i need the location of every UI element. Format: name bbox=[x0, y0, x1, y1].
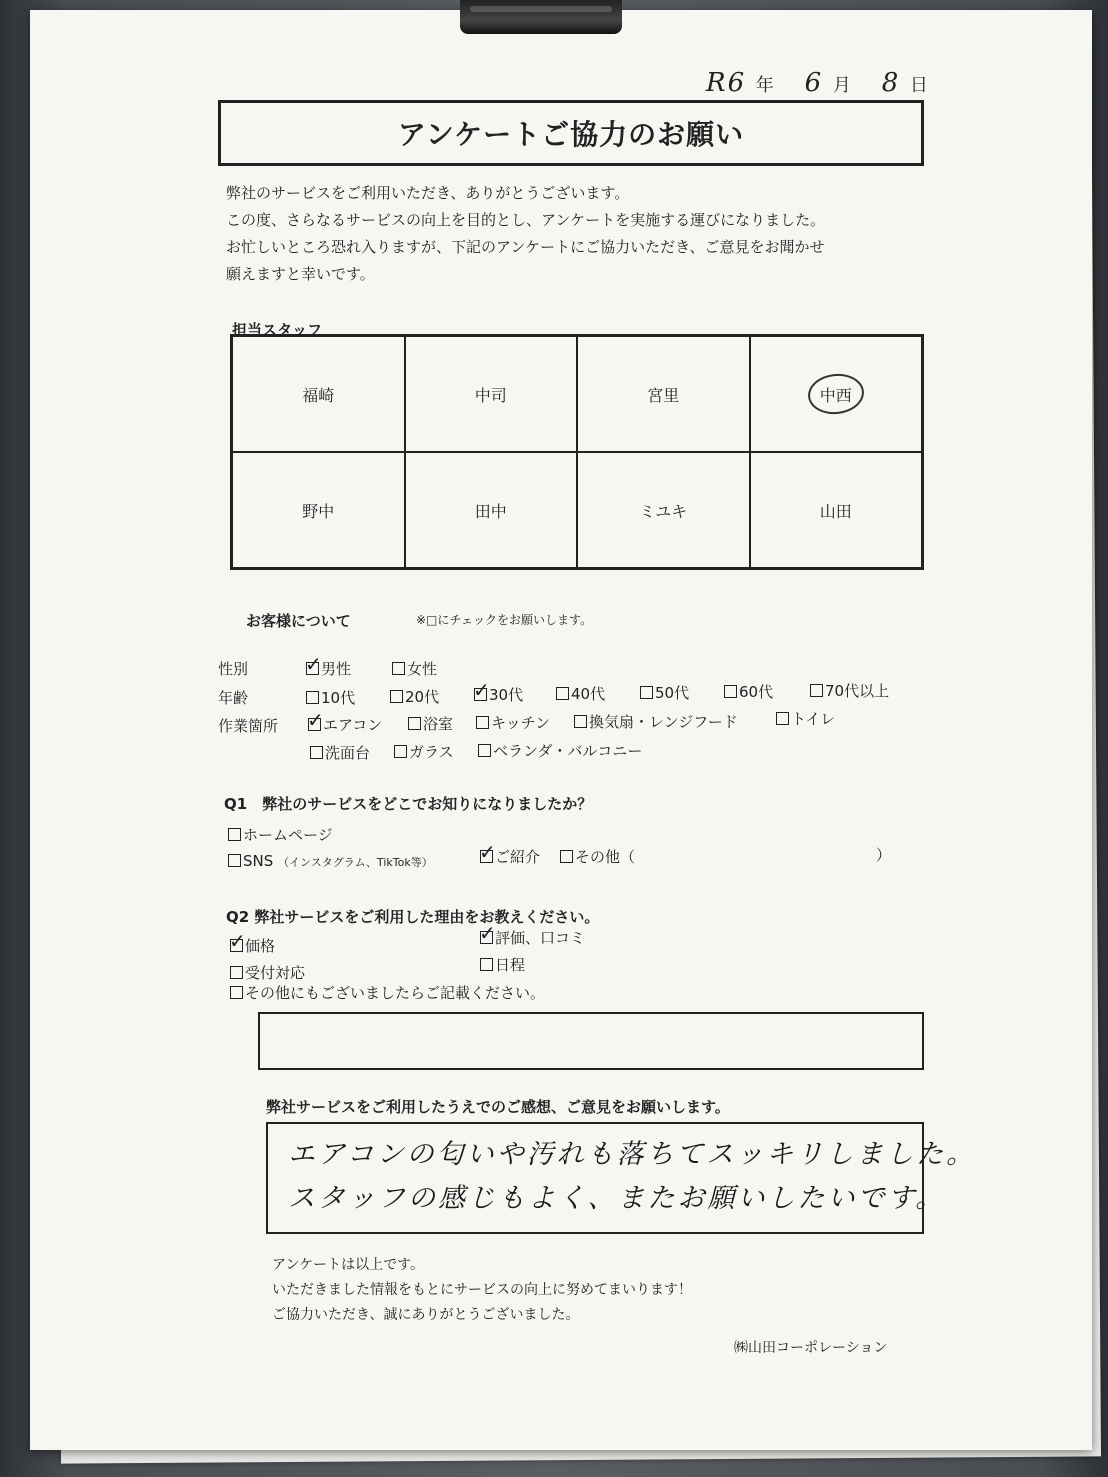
option-label: その他にもございましたらご記載ください。 bbox=[245, 984, 546, 1002]
q1-homepage-option[interactable] bbox=[228, 824, 333, 845]
page-title: アンケートご協力のお願い bbox=[397, 118, 745, 151]
checkbox[interactable] bbox=[230, 966, 243, 979]
intro-line: お忙しいところ恐れ入りますが、下記のアンケートにご協力いただき、ご意見をお聞かせ bbox=[226, 238, 825, 256]
checkbox[interactable] bbox=[556, 687, 569, 700]
date-day: 8 bbox=[881, 68, 901, 98]
gender-male-option[interactable] bbox=[305, 652, 352, 679]
q2-reception-option[interactable] bbox=[230, 962, 305, 983]
q2-schedule-option[interactable] bbox=[480, 954, 525, 975]
check-mark-icon: ✓ bbox=[473, 678, 490, 702]
q1-referral-option-checked[interactable] bbox=[479, 840, 541, 867]
checkbox[interactable] bbox=[394, 745, 407, 758]
work-option-checked[interactable] bbox=[307, 708, 383, 735]
checkbox[interactable] bbox=[724, 685, 737, 698]
checkbox[interactable] bbox=[230, 986, 243, 999]
option-label: ホームページ bbox=[243, 826, 333, 844]
work-option[interactable] bbox=[408, 713, 453, 734]
work-option[interactable] bbox=[394, 741, 454, 762]
option-label: ガラス bbox=[409, 743, 454, 761]
checkbox[interactable] bbox=[392, 662, 405, 675]
date-year-label: 年 bbox=[755, 75, 776, 96]
feedback-field[interactable] bbox=[266, 1122, 977, 1234]
closing-line: アンケートは以上です。 bbox=[272, 1257, 425, 1273]
hand-drawn-circle bbox=[806, 371, 866, 417]
checkbox[interactable] bbox=[478, 744, 491, 757]
option-label: 10代 bbox=[321, 689, 356, 707]
option-label: 女性 bbox=[407, 660, 438, 678]
option-label: 換気扇・レンジフード bbox=[589, 713, 738, 731]
intro-line: 弊社のサービスをご利用いただき、ありがとうございます。 bbox=[226, 184, 630, 202]
work-option[interactable] bbox=[776, 708, 835, 729]
q1-other-option[interactable] bbox=[560, 846, 635, 867]
date-era: R6 bbox=[706, 68, 747, 98]
clip-shine bbox=[470, 6, 612, 12]
date-day-label: 日 bbox=[909, 75, 930, 96]
staff-cell[interactable] bbox=[577, 452, 750, 568]
checkbox[interactable] bbox=[228, 828, 241, 841]
check-mark-icon: ✓ bbox=[479, 921, 496, 945]
staff-name: 田中 bbox=[474, 501, 507, 521]
age-label: 年齢 bbox=[218, 689, 249, 707]
option-label: SNS bbox=[243, 852, 274, 870]
option-label: 60代 bbox=[739, 683, 774, 701]
closing-line: ご協力いただき、誠にありがとうございました。 bbox=[272, 1307, 580, 1323]
survey-sheet bbox=[30, 10, 1092, 1450]
age-option[interactable] bbox=[640, 682, 689, 703]
q1-other-close: ） bbox=[876, 846, 892, 864]
age-option[interactable] bbox=[306, 687, 355, 708]
gender-female-option[interactable] bbox=[392, 658, 437, 679]
work-option[interactable] bbox=[310, 742, 370, 763]
checkbox-checked[interactable] bbox=[305, 652, 322, 676]
check-mark-icon: ✓ bbox=[479, 840, 496, 864]
feedback-label: 弊社サービスをご利用したうえでのご感想、ご意見をお願いします。 bbox=[266, 1098, 730, 1116]
option-label: 20代 bbox=[405, 688, 440, 706]
checkbox[interactable] bbox=[306, 691, 319, 704]
staff-cell-selected[interactable] bbox=[750, 336, 923, 452]
option-label: 価格 bbox=[245, 937, 276, 955]
checkbox[interactable] bbox=[390, 690, 403, 703]
feedback-handwritten-line: スタッフの感じもよく、またお願いしたいです。 bbox=[288, 1183, 946, 1214]
option-label: エアコン bbox=[323, 716, 383, 734]
staff-label: 担当スタッフ bbox=[232, 321, 323, 339]
checkbox-checked[interactable] bbox=[307, 708, 324, 732]
checkbox[interactable] bbox=[228, 854, 241, 867]
closing-line: いただきました情報をもとにサービスの向上に努めてまいります！ bbox=[272, 1282, 692, 1298]
option-label: 40代 bbox=[571, 685, 606, 703]
staff-name: 福崎 bbox=[302, 385, 335, 405]
option-label: 評価、口コミ bbox=[495, 929, 586, 947]
checkbox[interactable] bbox=[480, 958, 493, 971]
intro-line: 願えますと幸いです。 bbox=[226, 265, 375, 283]
staff-name: 中西 bbox=[819, 385, 852, 405]
staff-cell[interactable] bbox=[232, 452, 405, 568]
customer-label: お客様について bbox=[246, 612, 351, 630]
q2-reviews-option-checked[interactable] bbox=[479, 921, 586, 948]
age-option[interactable] bbox=[390, 686, 439, 707]
option-label: 30代 bbox=[489, 686, 524, 704]
staff-cell[interactable] bbox=[405, 452, 578, 568]
staff-cell[interactable] bbox=[750, 452, 923, 568]
option-label: 洗面台 bbox=[325, 744, 371, 762]
q2-other-option[interactable] bbox=[230, 982, 545, 1003]
checkbox[interactable] bbox=[574, 715, 587, 728]
option-label: 受付対応 bbox=[245, 964, 306, 982]
staff-name: 中司 bbox=[474, 385, 507, 405]
q2-price-option-checked[interactable] bbox=[229, 929, 276, 956]
q2-title: Q2 弊社サービスをご利用した理由をお教えください。 bbox=[226, 908, 600, 926]
staff-grid bbox=[230, 334, 924, 570]
q1-sns-option[interactable] bbox=[228, 852, 433, 870]
checkbox[interactable] bbox=[476, 716, 489, 729]
option-label: 浴室 bbox=[423, 715, 454, 733]
age-option[interactable] bbox=[810, 680, 889, 701]
q1-title: Q1 弊社のサービスをどこでお知りになりましたか？ bbox=[224, 795, 593, 813]
staff-name: 宮里 bbox=[647, 385, 680, 405]
work-label: 作業箇所 bbox=[218, 717, 279, 735]
checkbox[interactable] bbox=[310, 746, 323, 759]
checkbox[interactable] bbox=[640, 686, 653, 699]
staff-cell[interactable] bbox=[232, 336, 405, 452]
other-comment-field[interactable] bbox=[258, 1012, 924, 1070]
checkbox-checked[interactable] bbox=[479, 840, 496, 864]
checkbox-checked[interactable] bbox=[229, 929, 246, 953]
work-option[interactable] bbox=[476, 712, 550, 733]
checkbox[interactable] bbox=[408, 717, 421, 730]
age-option-checked[interactable] bbox=[473, 678, 524, 705]
checkbox-checked[interactable] bbox=[473, 678, 490, 702]
title-box bbox=[218, 100, 924, 166]
date-month: 6 bbox=[804, 68, 824, 98]
option-label: トイレ bbox=[791, 710, 836, 728]
staff-name: ミユキ bbox=[639, 501, 688, 521]
date bbox=[706, 68, 930, 98]
checkbox[interactable] bbox=[810, 684, 823, 697]
intro-line: この度、さらなるサービスの向上を目的とし、アンケートを実施する運びになりました。 bbox=[226, 211, 826, 229]
option-label: 日程 bbox=[495, 956, 526, 974]
option-label: 50代 bbox=[655, 684, 690, 702]
staff-name: 野中 bbox=[302, 501, 335, 521]
intro-text bbox=[226, 180, 825, 288]
checkbox[interactable] bbox=[776, 712, 789, 725]
closing-text bbox=[272, 1253, 692, 1328]
date-month-label: 月 bbox=[832, 75, 853, 96]
gender-label: 性別 bbox=[218, 660, 249, 678]
check-mark-icon: ✓ bbox=[307, 708, 324, 732]
option-label: 男性 bbox=[321, 660, 352, 678]
check-mark-icon: ✓ bbox=[229, 929, 246, 953]
feedback-handwritten-line: エアコンの匂いや汚れも落ちてスッキリしました。 bbox=[288, 1139, 977, 1170]
option-label: キッチン bbox=[491, 714, 550, 732]
option-label: 70代以上 bbox=[825, 682, 890, 700]
staff-cell[interactable] bbox=[405, 336, 578, 452]
customer-note: ※□にチェックをお願いします。 bbox=[416, 613, 593, 627]
company-name: ㈱山田コーポレーション bbox=[734, 1340, 888, 1356]
work-option[interactable] bbox=[478, 740, 642, 761]
option-label: ご紹介 bbox=[495, 848, 541, 866]
check-mark-icon: ✓ bbox=[305, 652, 322, 676]
checkbox[interactable] bbox=[560, 850, 573, 863]
age-option[interactable] bbox=[556, 683, 605, 704]
checkbox-checked[interactable] bbox=[479, 921, 496, 945]
option-label: その他（ bbox=[575, 848, 636, 866]
work-option[interactable] bbox=[574, 711, 738, 732]
binder-clip bbox=[460, 0, 622, 34]
age-option[interactable] bbox=[724, 681, 773, 702]
staff-name: 山田 bbox=[819, 501, 852, 521]
option-label: ベランダ・バルコニー bbox=[493, 742, 643, 760]
staff-cell[interactable] bbox=[577, 336, 750, 452]
sns-note: （インスタグラム、TikTok等） bbox=[278, 856, 433, 869]
